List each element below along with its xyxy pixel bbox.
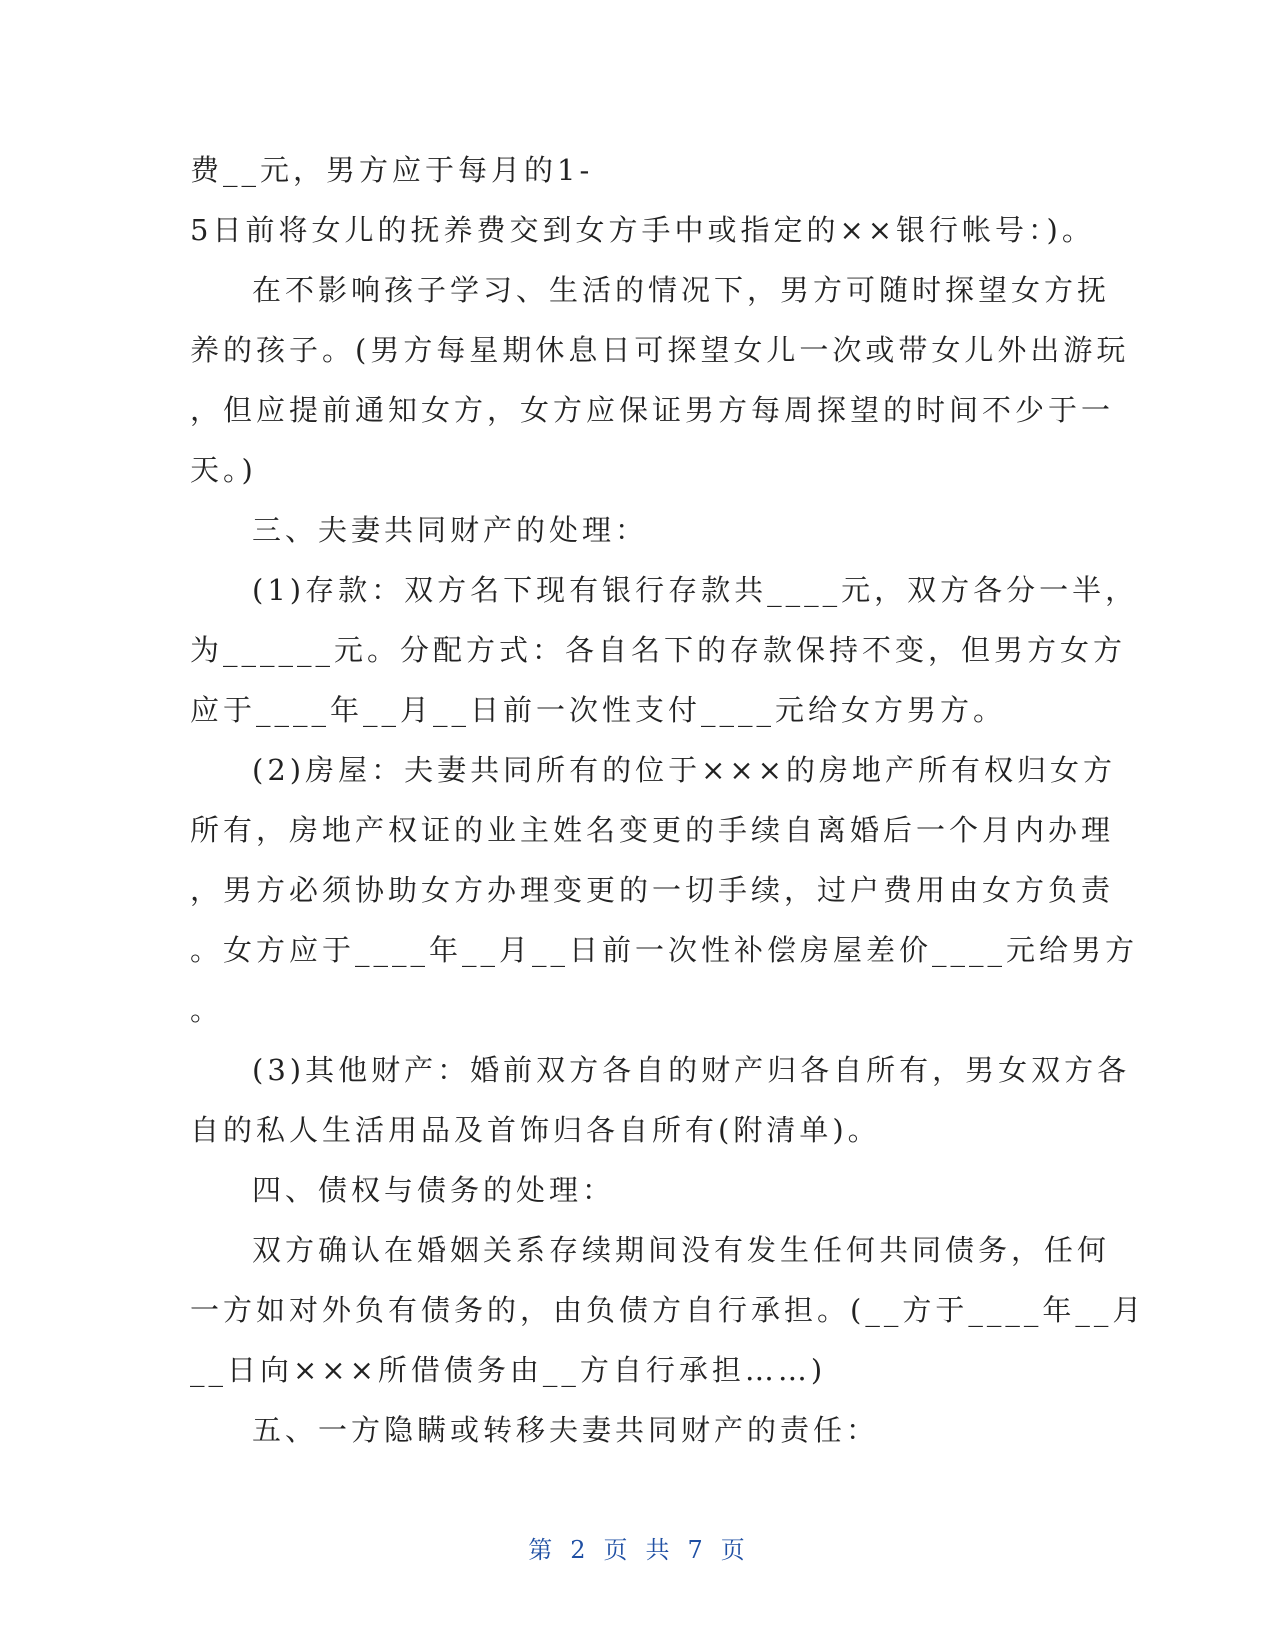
- paragraph-line: 在不影响孩子学习、生活的情况下，男方可随时探望女方抚: [252, 273, 1111, 307]
- total-label: 共: [645, 1536, 672, 1564]
- text-line: 所有，房地产权证的业主姓名变更的手续自离婚后一个月内办理: [190, 813, 1115, 847]
- section-heading: 四、债权与债务的处理：: [252, 1173, 616, 1207]
- text-line: 天。): [190, 453, 257, 487]
- paragraph-line: 双方确认在婚姻关系存续期间没有发生任何共同债务，任何: [252, 1233, 1111, 1267]
- text-line: 养的孩子。(男方每星期休息日可探望女儿一次或带女儿外出游玩: [190, 333, 1130, 367]
- text-line: 。: [190, 993, 224, 1027]
- text-line: 5日前将女儿的抚养费交到女方手中或指定的××银行帐号：)。: [190, 213, 1095, 247]
- text-line: __日向×××所借债务由__方自行承担……): [190, 1353, 827, 1387]
- document-body: [190, 140, 1146, 1460]
- paragraph-line: (2)房屋：夫妻共同所有的位于×××的房地产所有权归女方: [252, 753, 1116, 787]
- paragraph-line: (1)存款：双方名下现有银行存款共____元，双方各分一半，: [252, 573, 1139, 607]
- text-line: ，男方必须协助女方办理变更的一切手续，过户费用由女方负责: [190, 873, 1115, 907]
- text-line: 一方如对外负有债务的，由负债方自行承担。(__方于____年__月: [190, 1293, 1146, 1327]
- total-pages-number: 7: [687, 1536, 705, 1564]
- text-line: 应于____年__月__日前一次性支付____元给女方男方。: [190, 693, 1007, 727]
- text-line: ，但应提前通知女方，女方应保证男方每周探望的时间不少于一: [190, 393, 1115, 427]
- text-line: 自的私人生活用品及首饰归各自所有(附清单)。: [190, 1113, 881, 1147]
- page-footer: [0, 1530, 1275, 1565]
- page-label-prefix: 第: [528, 1536, 555, 1564]
- text-line: 为______元。分配方式：各自名下的存款保持不变，但男方女方: [190, 633, 1127, 667]
- paragraph-line: (3)其他财产：婚前双方各自的财产归各自所有，男女双方各: [252, 1053, 1131, 1087]
- text-line: 。女方应于____年__月__日前一次性补偿房屋差价____元给男方: [190, 933, 1139, 967]
- current-page-number: 2: [570, 1536, 588, 1564]
- section-heading: 五、一方隐瞒或转移夫妻共同财产的责任：: [252, 1413, 880, 1447]
- section-heading: 三、夫妻共同财产的处理：: [252, 513, 649, 547]
- page-label-mid: 页: [603, 1536, 630, 1564]
- text-line: 费__元，男方应于每月的1-: [190, 153, 594, 187]
- page-label-suffix: 页: [720, 1536, 747, 1564]
